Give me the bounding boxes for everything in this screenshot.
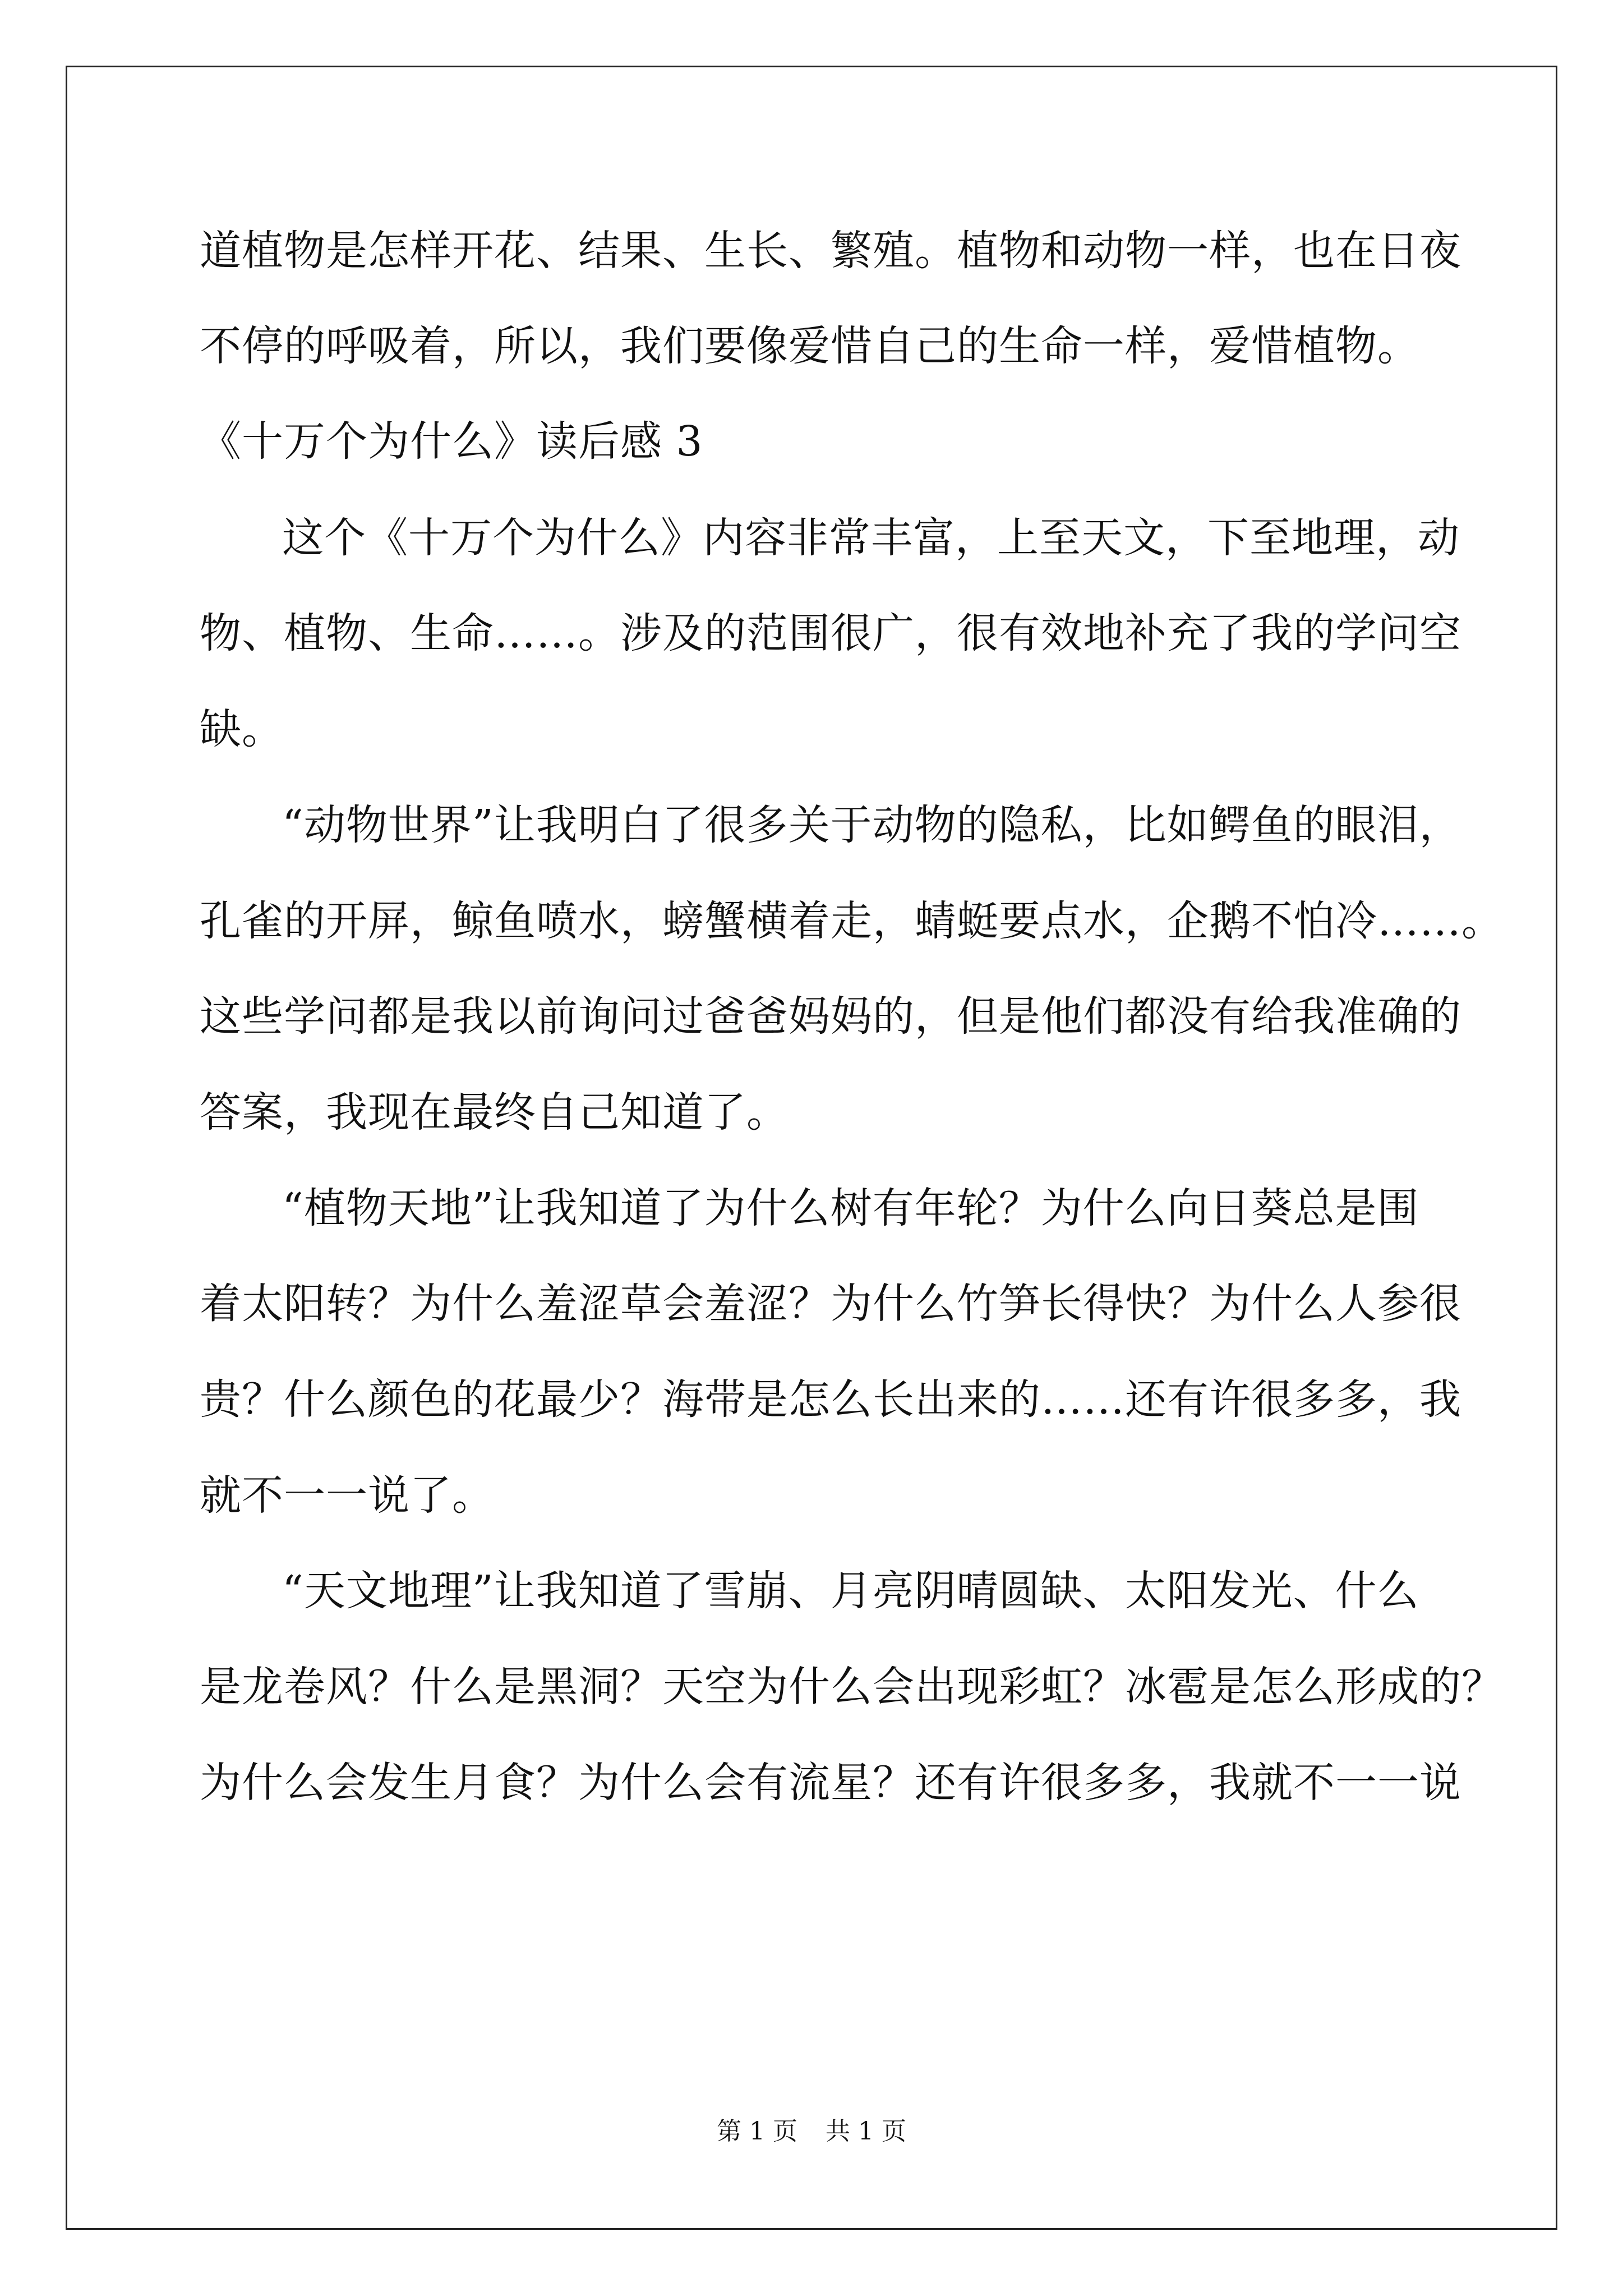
text-line-14: 就不一一说了。 bbox=[200, 1471, 494, 1520]
text-line-4: 这个《十万个为什么》内容非常丰富，上至天文，下至地理，动 bbox=[282, 514, 1460, 562]
page-total: 共 1 页 bbox=[826, 2117, 906, 2146]
text-line-11: “植物天地”让我知道了为什么树有年轮？为什么向日葵总是围 bbox=[282, 1184, 1419, 1232]
section-heading: 《十万个为什么》读后感 3 bbox=[200, 417, 703, 466]
text-line-13: 贵？什么颜色的花最少？海带是怎么长出来的……还有许很多多，我 bbox=[200, 1375, 1461, 1424]
page-border bbox=[66, 66, 1557, 2230]
page-number: 第 1 页 bbox=[717, 2117, 797, 2146]
text-line-15: “天文地理”让我知道了雪崩、月亮阴晴圆缺、太阳发光、什么 bbox=[282, 1567, 1419, 1615]
text-line-5: 物、植物、生命……。涉及的范围很广，很有效地补充了我的学问空 bbox=[200, 609, 1461, 657]
text-line-17: 为什么会发生月食？为什么会有流星？还有许很多多，我就不一一说 bbox=[200, 1759, 1461, 1807]
text-line-12: 着太阳转？为什么羞涩草会羞涩？为什么竹笋长得快？为什么人参很 bbox=[200, 1280, 1461, 1328]
text-line-16: 是龙卷风？什么是黑洞？天空为什么会出现彩虹？冰雹是怎么形成的？ bbox=[200, 1663, 1504, 1711]
page-footer bbox=[0, 2116, 1623, 2147]
text-line-2: 不停的呼吸着，所以，我们要像爱惜自己的生命一样，爱惜植物。 bbox=[200, 322, 1419, 370]
text-line-7: “动物世界”让我明白了很多关于动物的隐私，比如鳄鱼的眼泪， bbox=[282, 801, 1461, 849]
text-line-1: 道植物是怎样开花、结果、生长、繁殖。植物和动物一样，也在日夜 bbox=[200, 227, 1461, 275]
text-line-8: 孔雀的开屏，鲸鱼喷水，螃蟹横着走，蜻蜓要点水，企鹅不怕冷……。 bbox=[200, 897, 1504, 945]
text-line-9: 这些学问都是我以前询问过爸爸妈妈的，但是他们都没有给我准确的 bbox=[200, 992, 1461, 1041]
text-line-10: 答案，我现在最终自己知道了。 bbox=[200, 1088, 789, 1137]
text-line-6: 缺。 bbox=[200, 705, 284, 753]
